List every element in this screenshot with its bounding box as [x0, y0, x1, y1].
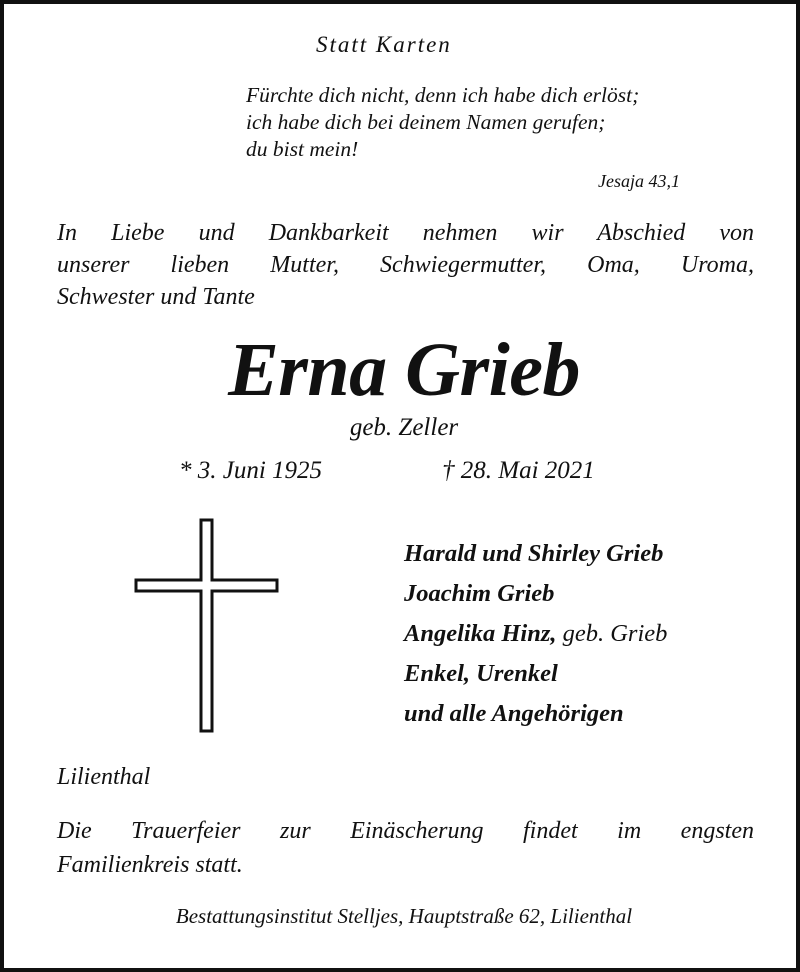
deceased-name: Erna Grieb — [228, 328, 580, 412]
mourner-name: Joachim Grieb — [404, 580, 555, 607]
mourner-birth-name: geb. Grieb — [556, 620, 668, 647]
mourner-name: und alle Angehörigen — [404, 700, 624, 727]
bible-verse — [246, 82, 639, 163]
verse-line: ich habe dich bei deinem Namen gerufen; — [246, 110, 606, 134]
mourner-name: Angelika Hinz, — [404, 620, 557, 647]
verse-reference: Jesaja 43,1 — [598, 171, 680, 191]
mourner-name: Enkel, Urenkel — [404, 660, 558, 687]
mourners-list — [404, 534, 667, 734]
notice-line: Familienkreis statt. — [57, 852, 243, 878]
intro-line: In Liebe und Dankbarkeit nehmen wir Abschied von — [57, 220, 754, 246]
verse-line: Fürchte dich nicht, denn ich habe dich erlöst; — [246, 83, 640, 107]
verse-line: du bist mein! — [246, 137, 359, 161]
mourner-entry — [404, 534, 667, 574]
birth-name: geb. Zeller — [349, 414, 459, 441]
place: Lilienthal — [57, 764, 151, 790]
intro-text — [57, 217, 754, 313]
mourner-entry — [404, 654, 667, 694]
header-label: Statt Karten — [316, 32, 452, 57]
mourner-name: Harald und Shirley Grieb — [404, 540, 664, 567]
intro-line: unserer lieben Mutter, Schwiegermutter, Oma, Uroma, — [57, 252, 754, 278]
death-date: † 28. Mai 2021 — [442, 457, 595, 484]
funeral-home: Bestattungsinstitut Stelljes, Hauptstraße 62, Lilienthal — [175, 904, 633, 928]
mourner-entry — [404, 694, 667, 734]
cross-icon — [134, 518, 280, 733]
intro-line: Schwester und Tante — [57, 284, 255, 310]
birth-date: * 3. Juni 1925 — [179, 457, 323, 484]
mourner-entry — [404, 614, 667, 654]
mourner-entry — [404, 574, 667, 614]
notice-line: Die Trauerfeier zur Einäscherung findet im engsten — [57, 818, 754, 844]
funeral-notice — [57, 814, 754, 882]
